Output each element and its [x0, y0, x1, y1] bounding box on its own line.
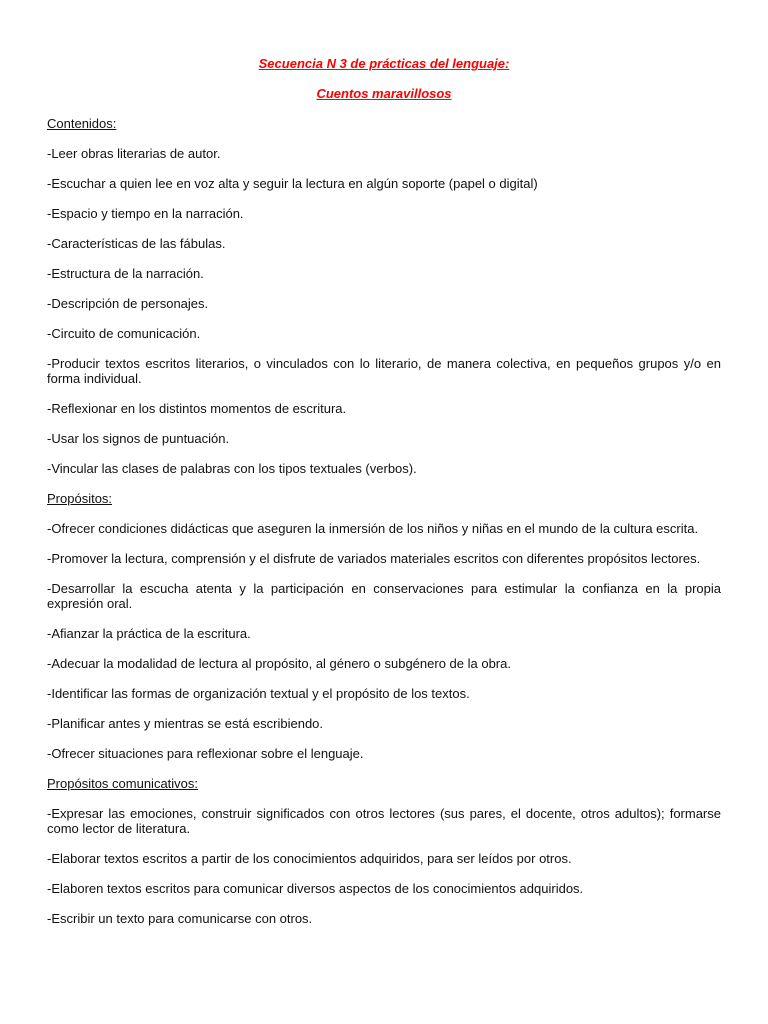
- list-item: -Ofrecer situaciones para reflexionar sobre el lenguaje.: [47, 746, 364, 761]
- section-contenidos: [47, 116, 721, 476]
- list-item: -Promover la lectura, comprensión y el disfrute de variados materiales escritos con diferentes propósitos lectores.: [47, 551, 701, 566]
- document-subtitle: Cuentos maravillosos: [316, 86, 452, 101]
- list-item: -Planificar antes y mientras se está escribiendo.: [47, 716, 324, 731]
- list-item: -Espacio y tiempo en la narración.: [47, 206, 244, 221]
- list-item: -Producir textos escritos literarios, o vinculados con lo literario, de manera colectiva, en pequeños grupos y/o en forma individual.: [47, 356, 721, 386]
- document-title: Secuencia N 3 de prácticas del lenguaje:: [258, 56, 510, 71]
- list-item: -Afianzar la práctica de la escritura.: [47, 626, 251, 641]
- list-item: -Escuchar a quien lee en voz alta y seguir la lectura en algún soporte (papel o digital): [47, 176, 538, 191]
- section-propositos: [47, 491, 721, 761]
- list-item: -Características de las fábulas.: [47, 236, 226, 251]
- list-item: -Escribir un texto para comunicarse con otros.: [47, 911, 313, 926]
- section-heading-propositos: Propósitos:: [47, 491, 113, 506]
- list-item: -Usar los signos de puntuación.: [47, 431, 230, 446]
- section-heading-contenidos: Contenidos:: [47, 116, 117, 131]
- list-item: -Ofrecer condiciones didácticas que aseguren la inmersión de los niños y niñas en el mundo de la cultura escrita.: [47, 521, 699, 536]
- list-item: -Elaborar textos escritos a partir de los conocimientos adquiridos, para ser leídos por otros.: [47, 851, 572, 866]
- list-item: -Descripción de personajes.: [47, 296, 209, 311]
- list-item: -Elaboren textos escritos para comunicar diversos aspectos de los conocimientos adquiridos.: [47, 881, 584, 896]
- list-item: -Adecuar la modalidad de lectura al propósito, al género o subgénero de la obra.: [47, 656, 511, 671]
- list-item: -Identificar las formas de organización textual y el propósito de los textos.: [47, 686, 470, 701]
- list-item: -Reflexionar en los distintos momentos de escritura.: [47, 401, 347, 416]
- list-item: -Leer obras literarias de autor.: [47, 146, 221, 161]
- document-page: [47, 56, 721, 941]
- list-item: -Desarrollar la escucha atenta y la participación en conservaciones para estimular la confianza en la propia expresión oral.: [47, 581, 721, 611]
- list-item: -Expresar las emociones, construir significados con otros lectores (sus pares, el docente, otros adultos); formarse como lector de literatura.: [47, 806, 721, 836]
- list-item: -Vincular las clases de palabras con los tipos textuales (verbos).: [47, 461, 417, 476]
- section-heading-propositos-comunicativos: Propósitos comunicativos:: [47, 776, 199, 791]
- list-item: -Estructura de la narración.: [47, 266, 204, 281]
- list-item: -Circuito de comunicación.: [47, 326, 201, 341]
- section-propositos-comunicativos: [47, 776, 721, 926]
